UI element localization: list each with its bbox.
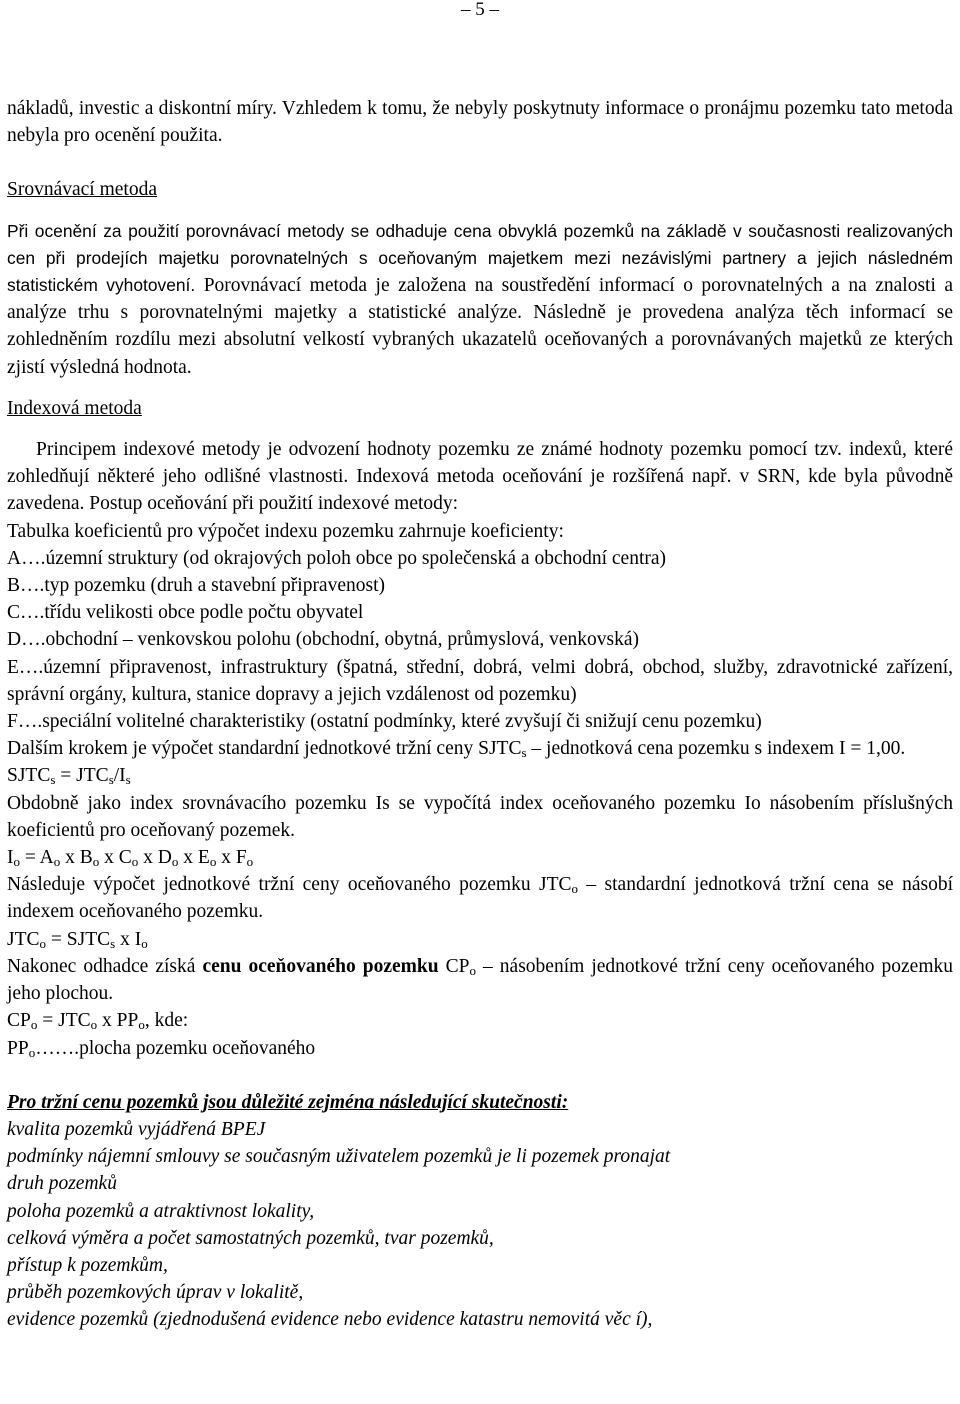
paragraph-intro: nákladů, investic a diskontní míry. Vzhledem k tomu, že nebyly poskytnuty informace o pronájmu pozemku tato metoda nebyla pro ocenění použita.	[7, 98, 953, 147]
fact-item: podmínky nájemní smlouvy se současným uživatelem pozemků je li pozemek pronajat	[7, 1146, 671, 1168]
fact-item: druh pozemků	[7, 1173, 117, 1195]
paragraph-srovnavaci-part2: Porovnávací metoda je založena na soustředění informací o porovnatelných a na znalosti a analýze trhu s porovnatelnými majetky a statistické analýze.	[7, 275, 954, 324]
heading-srovnavaci-metoda: Srovnávací metoda	[7, 179, 157, 201]
paragraph-srovnavaci-part1: Při ocenění za použití porovnávací metody se odhaduje cena obvyklá pozemků na základě v současnosti realizovaných cen při prodejích majetku porovnatelných s oceňovaným majetkem mezi nezávislými partnery a jejich následném statistickém vyhotovení.	[7, 220, 953, 296]
formula-io: $I_o = A_o$ x $B_o$ x $C_o$ x $D_o$ x $E_o$ x $F_o$	[7, 847, 254, 870]
list-item-e: E….územní připravenost, infrastruktury (špatná, střední, dobrá, velmi dobrá, obchod, služby, zdravotnické zařízení, správní orgány, kultura, stanice dopravy a jejich vzdálenost od pozemku)	[7, 656, 953, 705]
paragraph-srovnavaci	[7, 218, 953, 381]
paragraph-indexova: Principem indexové metody je odvození hodnoty pozemku ze známé hodnoty pozemku pomocí tzv. indexů, které zohledňují některé jeho odlišné vlastnosti. Indexová metoda oceňování je rozšířená např. v SRN, kde byla původně zavedena. Postup oceňování při použití indexové metody:	[7, 439, 953, 515]
list-item-f: F….speciální volitelné charakteristiky (ostatní podmínky, které zvyšují či snižují cenu pozemku)	[7, 711, 762, 733]
fact-item: kvalita pozemků vyjádřená BPEJ	[7, 1118, 266, 1140]
paragraph-index: Obdobně jako index srovnávacího pozemku Is se vypočítá index oceňovaného pozemku Io násobením příslušných koeficientů pro oceňovaný pozemek.	[7, 792, 953, 841]
fact-item: poloha pozemků a atraktivnost lokality,	[7, 1200, 315, 1222]
formula-jtc: $JTC_o$ = $SJTC_s$ x $I_o$	[7, 928, 148, 951]
paragraph-sjtc: Dalším krokem je výpočet standardní jednotkové tržní ceny $SJTC_s$ – jednotková cena pozemku s indexem I = 1,00.	[7, 738, 906, 761]
list-item-d: D….obchodní – venkovskou polohu (obchodní, obytná, průmyslová, venkovská)	[7, 629, 640, 651]
page-number: – 5 –	[461, 0, 499, 20]
formula-pp: $PP_o\dots\dots.plocha$ pozemku oceňovaného	[7, 1037, 316, 1060]
paragraph-jtc: Následuje výpočet jednotkové tržní ceny oceňovaného pozemku $JTC_o$ – standardní jednotková tržní cena se násobí indexem oceňovaného pozemku.	[7, 874, 954, 923]
paragraph-srovnavaci-part3: Následně je provedena analýza těch informací se zohledněním rozdílu mezi absolutní velkostí vybraných ukazatelů oceňovaných a porovnávaných majetků ze kterých zjistí výsledná hodnota.	[7, 302, 953, 378]
fact-item: průběh pozemkových úprav v lokalitě,	[7, 1282, 304, 1304]
fact-item: celková výměra a počet samostatných pozemků, tvar pozemků,	[7, 1227, 494, 1249]
formula-cp: $CP_o = JTC_o$ x $PP_o$, kde:	[7, 1010, 189, 1033]
formula-sjtc: $SJTC_s = JTC_s/I_s$	[7, 765, 131, 788]
list-item-c: C….třídu velikosti obce podle počtu obyvatel	[7, 602, 364, 624]
fact-item: přístup k pozemkům,	[7, 1254, 168, 1276]
fact-item: evidence pozemků (zjednodušená evidence nebo evidence katastru nemovitá věc í),	[7, 1309, 653, 1331]
heading-indexova-metoda: Indexová metoda	[7, 397, 142, 419]
heading-trzni-cena: Pro tržní cenu pozemků jsou důležité zejména následující skutečnosti:	[7, 1091, 569, 1113]
list-item-a: A….územní struktury (od okrajových poloh obce po společenská a obchodní centra)	[7, 547, 667, 569]
paragraph-tabulka: Tabulka koeficientů pro výpočet indexu pozemku zahrnuje koeficienty:	[7, 520, 564, 542]
document-body	[7, 95, 953, 1334]
list-item-b: B….typ pozemku (druh a stavební připravenost)	[7, 575, 385, 597]
paragraph-cp: Nakonec odhadce získá cenu oceňovaného pozemku $CP_o$ – násobením jednotkové tržní ceny oceňovaného pozemku jeho plochou.	[7, 955, 953, 1005]
